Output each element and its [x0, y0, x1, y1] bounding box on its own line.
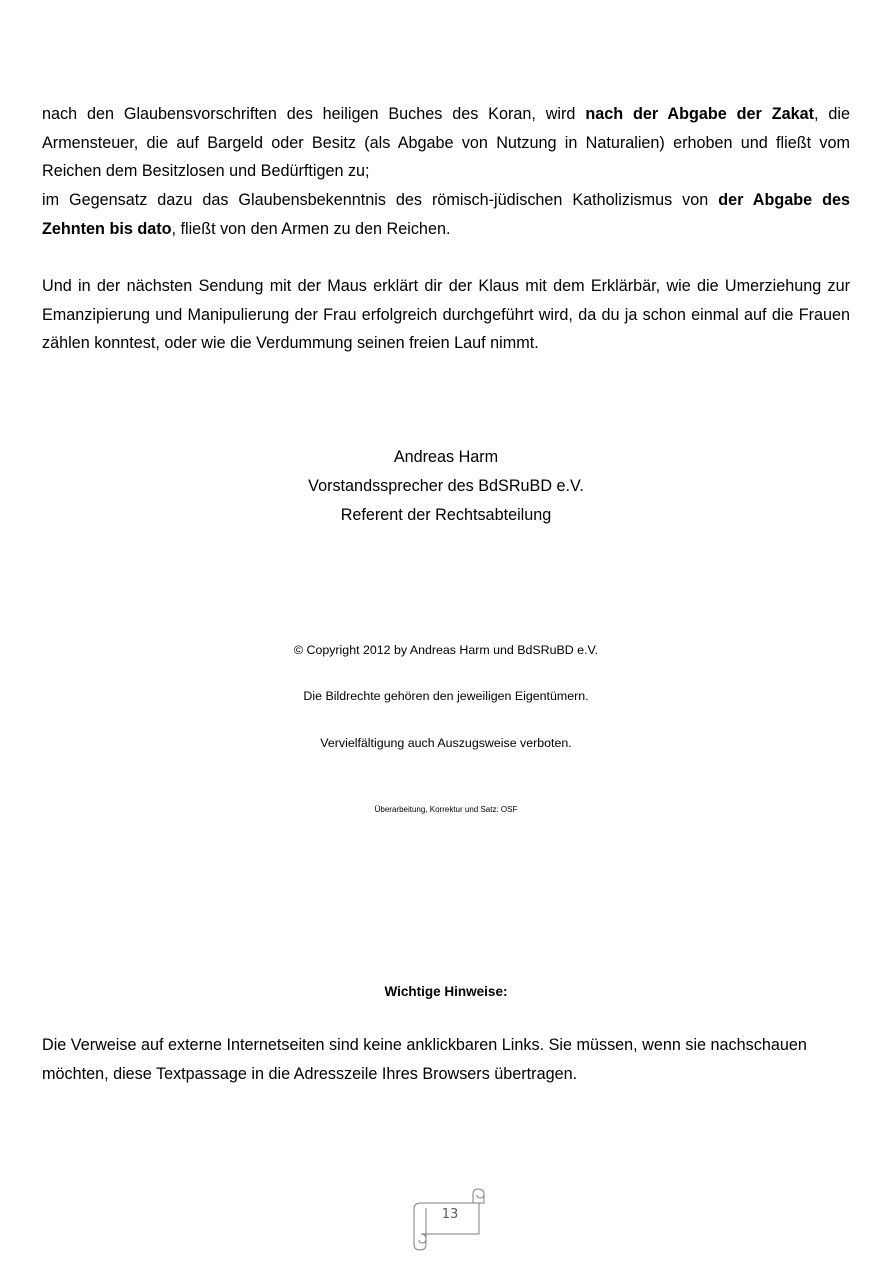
paragraph-zehnten-bold: der Abgabe des Zehnten bis dato: [42, 191, 850, 238]
paragraph-zehnten-text-1: im Gegensatz dazu das Glaubensbekenntnis des römisch-jüdischen Katholizismus von: [42, 191, 719, 209]
paragraph-zehnten: [42, 186, 850, 243]
paragraph-zakat-text-2: , die Armensteuer, die auf Bargeld oder Besitz (als Abgabe von Nutzung in Naturalien) erhoben und fließt vom Reichen dem Besitzlosen und Bedürftigen zu;: [42, 105, 850, 181]
page-number: 13: [441, 1207, 459, 1222]
signature-role: Vorstandssprecher des BdSRuBD e.V.: [308, 477, 584, 495]
paragraph-zakat-text-1: nach den Glaubensvorschriften des heiligen Buches des Koran, wird: [42, 105, 586, 123]
notice-text: Die Verweise auf externe Internetseiten sind keine anklickbaren Links. Sie müssen, wenn sie nachschauen möchten, diese Textpassage in die Adresszeile Ihres Browsers übertragen.: [42, 1036, 807, 1083]
paragraph-zakat-bold: nach der Abgabe der Zakat: [585, 105, 815, 123]
reproduction-line: Vervielfältigung auch Auszugsweise verboten.: [320, 736, 572, 750]
credits-line: Überarbeitung, Korrektur und Satz: OSF: [374, 805, 518, 814]
signature-department: Referent der Rechtsabteilung: [340, 506, 552, 524]
paragraph-sendung: Und in der nächsten Sendung mit der Maus erklärt dir der Klaus mit dem Erklärbär, wie die Umerziehung zur Emanzipierung und Manipulierung der Frau erfolgreich durchgeführt wird, da du ja schon einmal auf die Frauen zählen konntest, oder wie die Verdummung seinen freien Lauf nimmt.: [42, 277, 850, 353]
signature-name: Andreas Harm: [393, 448, 499, 466]
copyright-line: © Copyright 2012 by Andreas Harm und BdSRuBD e.V.: [293, 643, 599, 657]
page-number-scroll: [405, 1188, 489, 1254]
paragraph-zehnten-text-2: , fließt von den Armen zu den Reichen.: [171, 219, 451, 238]
paragraph-zakat: [42, 100, 850, 186]
notice-heading: Wichtige Hinweise:: [384, 984, 508, 999]
image-rights-line: Die Bildrechte gehören den jeweiligen Eigentümern.: [303, 689, 589, 703]
